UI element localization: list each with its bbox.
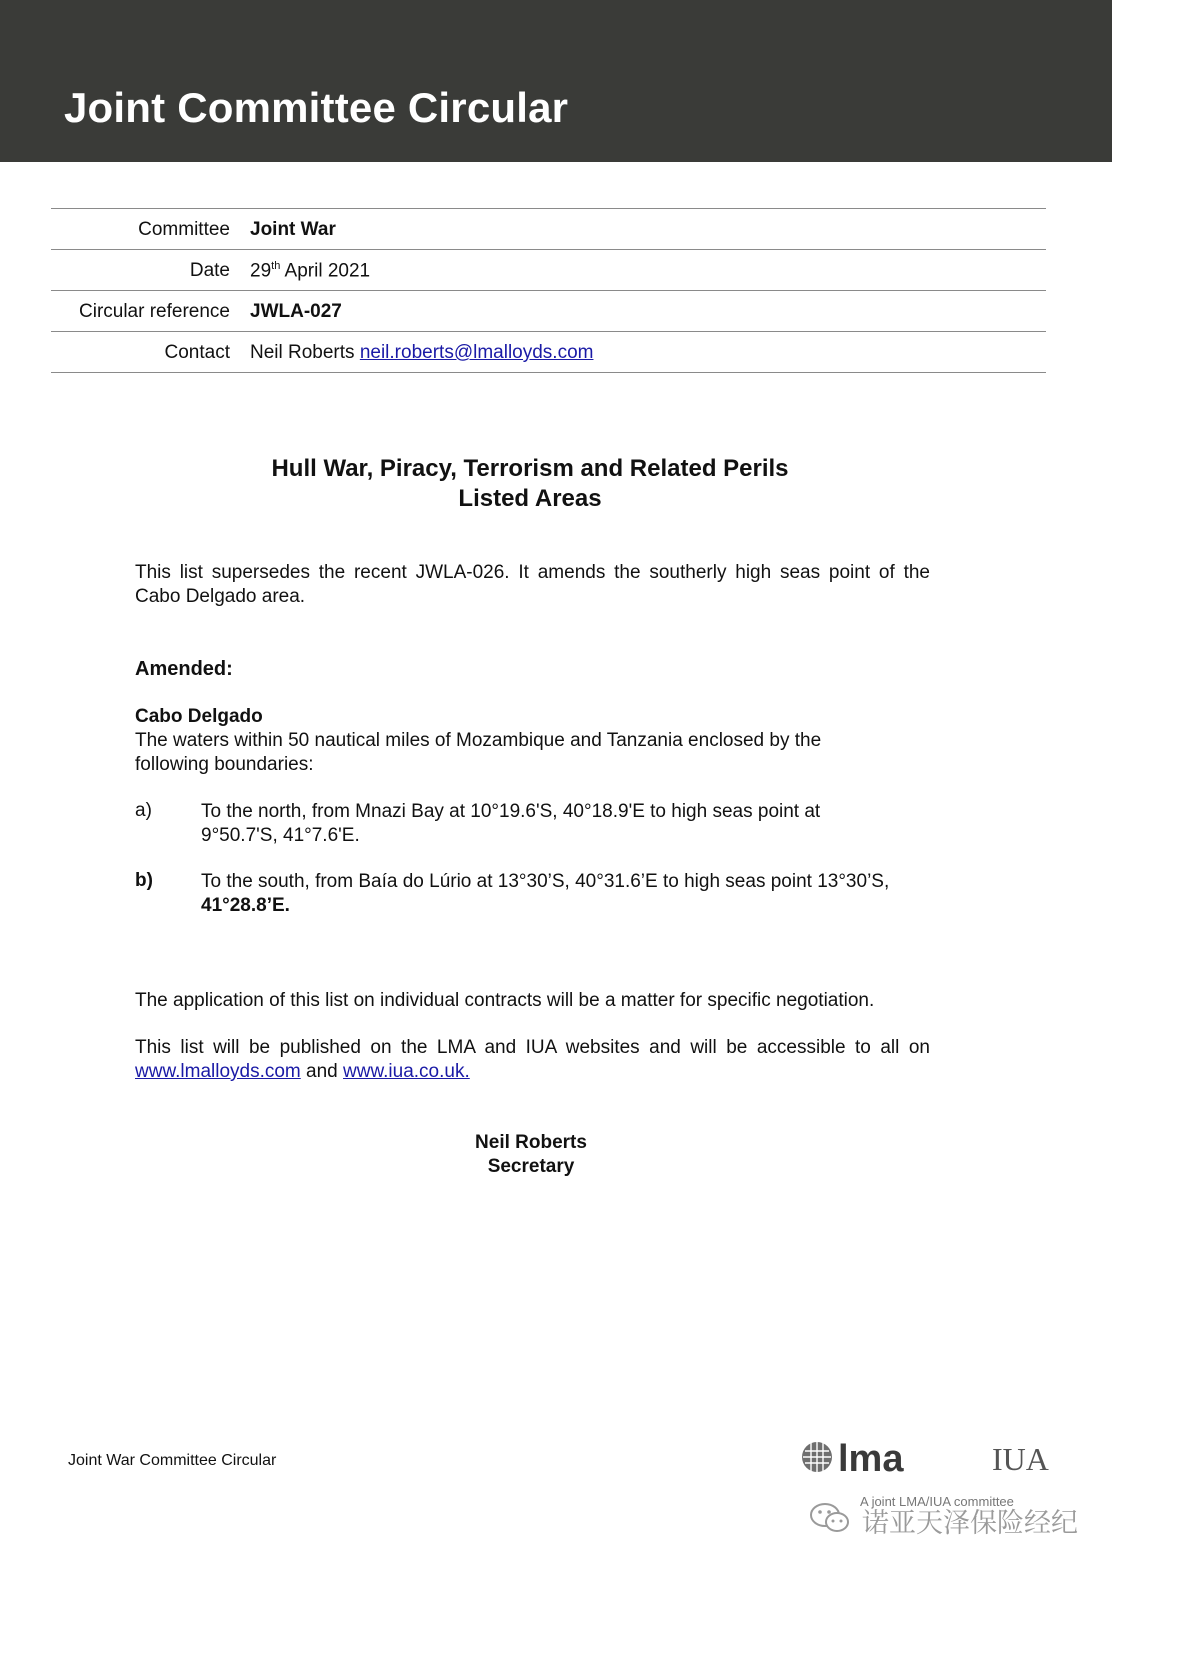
contact-email-link[interactable]: neil.roberts@lmalloyds.com (359, 342, 594, 363)
boundary-south-bold: 41°28.8’E. (201, 895, 290, 916)
list-marker-a: a) (135, 800, 152, 821)
header-title: Joint Committee Circular (64, 84, 569, 131)
contact-label: Contact (164, 342, 230, 363)
lma-website-link[interactable]: www.lmalloyds.com (135, 1061, 301, 1082)
publish-note-text: This list will be published on the LMA and IUA websites and will be accessible to all on (135, 1037, 930, 1058)
reference-value: JWLA-027 (250, 301, 342, 322)
application-note: The application of this list on individual contracts will be a matter for specific negotiation. (135, 990, 875, 1011)
area-name: Cabo Delgado (135, 706, 263, 727)
lma-logo-text: lma (838, 1438, 904, 1480)
date-day: 29 (250, 260, 272, 282)
boundary-south-text: To the south, from Baía do Lúrio at 13°30’S, 40°31.6’E to high seas point 13°30’S, (201, 871, 890, 892)
document-title-line1: Hull War, Piracy, Terrorism and Related Perils (271, 455, 789, 482)
committee-row (51, 209, 1046, 250)
committee-label: Committee (138, 219, 230, 240)
iua-website-link[interactable]: www.iua.co.uk. (343, 1061, 470, 1082)
intro-paragraph: This list supersedes the recent JWLA-026. It amends the southerly high seas point of the Cabo Delgado area. (135, 562, 930, 607)
contact-row (51, 332, 1046, 373)
boundary-north-text: To the north, from Mnazi Bay at 10°19.6'S, 40°18.9'E to high seas point at 9°50.7'S, 41°7.6'E. (201, 801, 821, 846)
iua-logo (990, 1434, 1049, 1480)
reference-row (51, 291, 1046, 332)
wechat-icon (808, 1500, 852, 1541)
contact-name: Neil Roberts (250, 342, 360, 363)
signature-name: Neil Roberts (475, 1132, 587, 1153)
contact-value (250, 342, 593, 364)
reference-label: Circular reference (79, 301, 230, 322)
area-description: The waters within 50 nautical miles of Mozambique and Tanzania enclosed by the following boundaries: (135, 730, 822, 775)
footer-text: Joint War Committee Circular (68, 1452, 277, 1469)
date-rest: April 2021 (280, 260, 371, 282)
date-row (51, 250, 1046, 291)
and-text: and (300, 1061, 344, 1082)
lma-logo (800, 1438, 930, 1478)
document-title-line2: Listed Areas (458, 485, 602, 512)
date-value (250, 260, 370, 282)
signature-title: Secretary (487, 1156, 575, 1177)
publish-note (135, 1036, 930, 1084)
list-marker-b: b) (135, 870, 153, 891)
amended-heading: Amended: (135, 658, 233, 680)
circular-details-table (51, 208, 1046, 373)
iua-logo-text: IUA (992, 1441, 1049, 1477)
boundary-south (201, 870, 901, 918)
date-label: Date (189, 260, 230, 281)
committee-note: A joint LMA/IUA committee (860, 1494, 1014, 1509)
header-band (0, 0, 1112, 162)
committee-value: Joint War (250, 219, 336, 240)
watermark (808, 1500, 1078, 1540)
date-suffix: th (271, 260, 281, 272)
watermark-text: 诺亚天泽保险经纪 (862, 1507, 1078, 1539)
